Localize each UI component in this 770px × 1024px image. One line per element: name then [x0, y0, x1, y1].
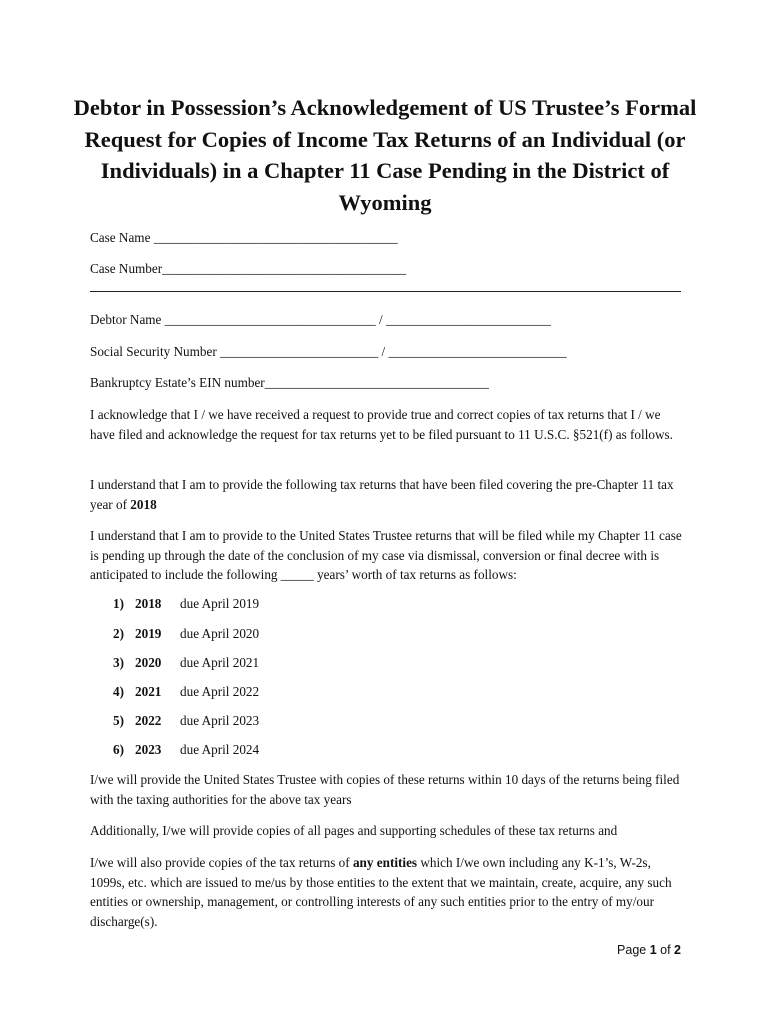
pending-returns-paragraph: I understand that I am to provide to the United States Trustee returns that will be filed while my Chapter 11 case is pending up through the date of the conclusion of my case via dismissal, conversion or final decree with is anticipated to include the following _____ years’ worth of tax returns as follows: — [90, 528, 682, 583]
return-item — [113, 712, 259, 730]
item-year: 2021 — [135, 684, 162, 699]
item-due: due April 2023 — [180, 713, 260, 728]
item-number: 6) — [113, 742, 124, 757]
debtor-name-field: Debtor Name ________________________________ / _________________________ — [90, 312, 551, 327]
item-due: due April 2019 — [180, 596, 260, 611]
acknowledgement-paragraph: I acknowledge that I / we have received a request to provide true and correct copies of tax returns that I / we have filed and acknowledge the request for tax returns yet to be filed pursuant to 11 U.S.C. §521(f) as follows. — [90, 407, 673, 442]
provide-copies-paragraph: I/we will provide the United States Trustee with copies of these returns within 10 days of the returns being filed with the taxing authorities for the above tax years — [90, 772, 680, 807]
item-due: due April 2020 — [180, 626, 260, 641]
supporting-schedules-paragraph: Additionally, I/we will provide copies of all pages and supporting schedules of these tax returns and — [90, 823, 618, 838]
entities-paragraph — [90, 853, 682, 931]
return-item — [113, 625, 259, 643]
item-number: 3) — [113, 655, 124, 670]
item-number: 1) — [113, 596, 124, 611]
return-item — [113, 595, 259, 613]
ein-field: Bankruptcy Estate’s EIN number__________________________________ — [90, 375, 489, 390]
case-number-field: Case Number_____________________________________ — [90, 261, 407, 276]
pre-chapter-paragraph — [90, 475, 682, 514]
page-current: 1 — [649, 943, 657, 957]
pre-chapter-text: I understand that I am to provide the following tax returns that have been filed covering the pre-Chapter 11 tax year of — [90, 477, 674, 512]
item-number: 4) — [113, 684, 124, 699]
item-number: 5) — [113, 713, 124, 728]
document-title: Debtor in Possession’s Acknowledgement of US Trustee’s Formal Request for Copies of Income Tax Returns of an Individual (or Individuals) in a Chapter 11 Case Pending in the District of Wyoming — [73, 95, 697, 215]
case-name-field: Case Name _____________________________________ — [90, 230, 398, 245]
return-item — [113, 683, 259, 701]
return-item — [113, 654, 259, 672]
entities-text-a: I/we will also provide copies of the tax returns of — [90, 855, 353, 870]
page-of-label: of — [656, 943, 675, 957]
entities-text-b: which I/we own including any K-1’s, W-2s, 1099s, etc. which are issued to me/us by those entities to the extent that we maintain, create, acquire, any such entities or ownership, management, or controlling interests of any such entities prior to the entry of my/our discharge(s). — [90, 855, 672, 929]
item-number: 2) — [113, 626, 124, 641]
page-number — [617, 943, 681, 957]
item-year: 2022 — [135, 713, 162, 728]
item-due: due April 2022 — [180, 684, 260, 699]
separator-line — [90, 291, 681, 292]
item-year: 2020 — [135, 655, 162, 670]
item-year: 2023 — [135, 742, 162, 757]
entities-bold: any entities — [352, 855, 418, 870]
pre-chapter-year: 2018 — [130, 496, 157, 512]
item-year: 2018 — [135, 596, 162, 611]
page-total: 2 — [674, 943, 681, 957]
page-label: Page — [617, 943, 650, 957]
item-due: due April 2024 — [180, 742, 260, 757]
item-due: due April 2021 — [180, 655, 260, 670]
return-item — [113, 741, 259, 759]
ssn-field: Social Security Number ________________________ / ___________________________ — [90, 344, 567, 359]
item-year: 2019 — [135, 626, 162, 641]
